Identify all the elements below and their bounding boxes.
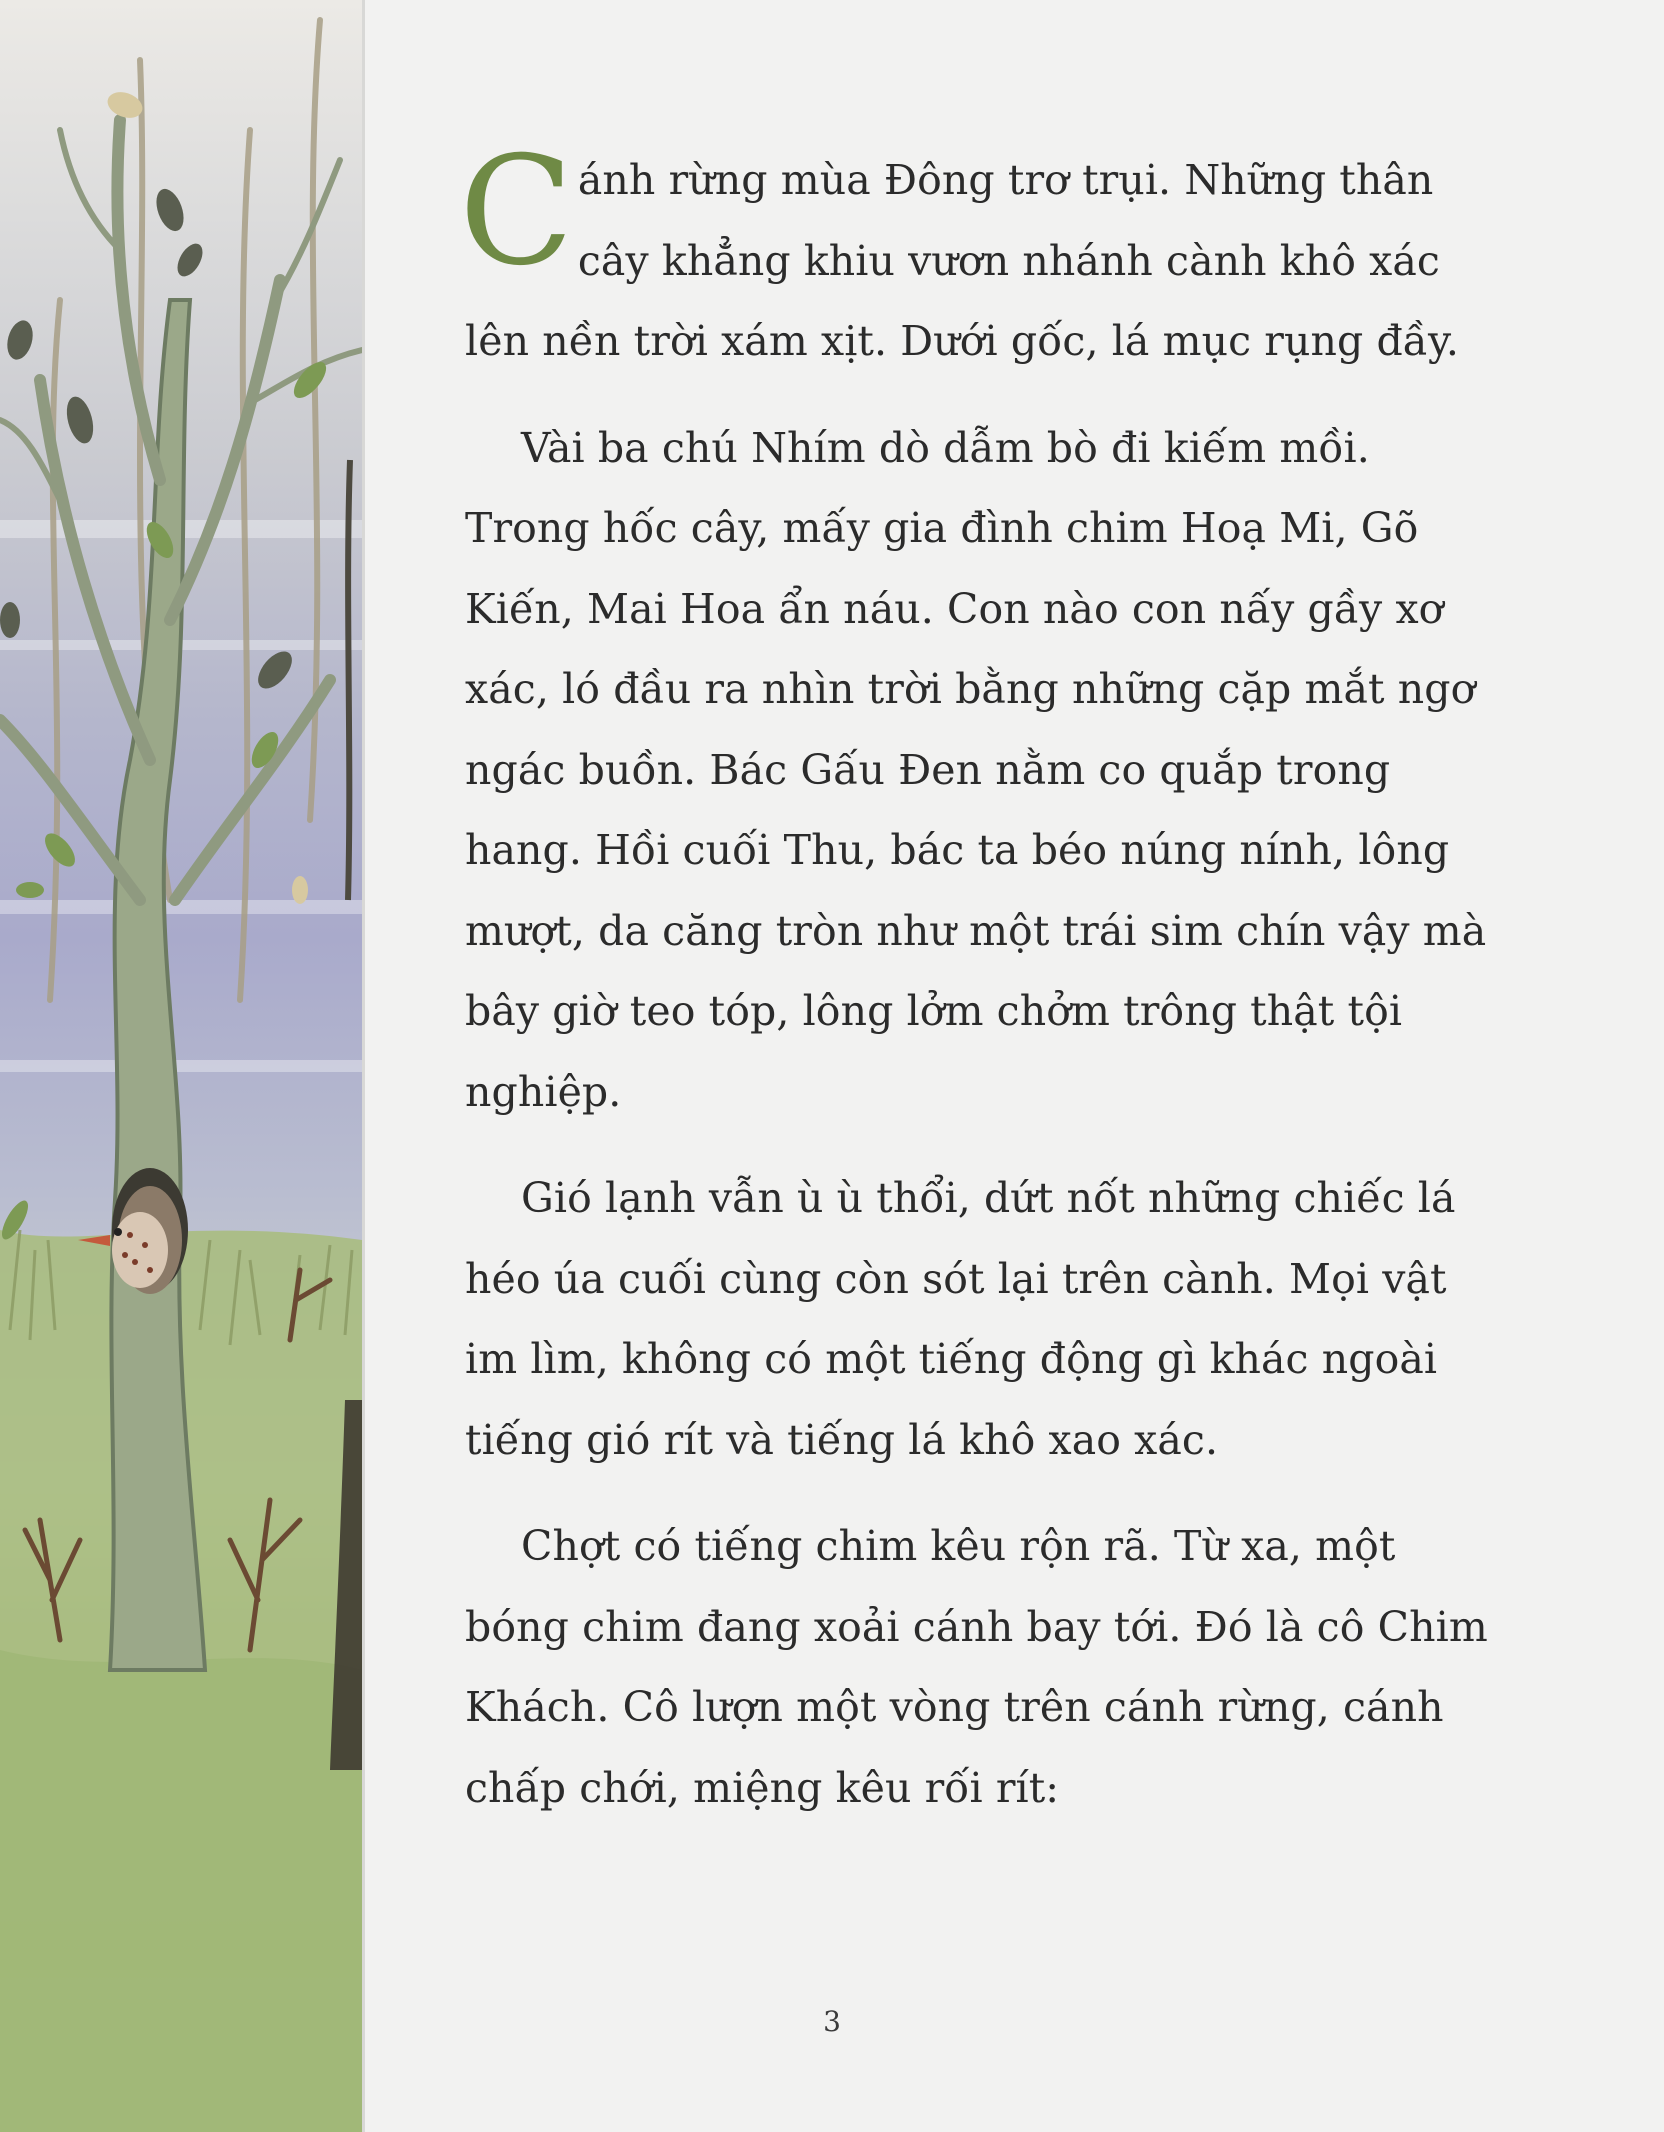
- page-edge: [362, 0, 365, 2132]
- illustration-panel: [0, 0, 362, 2132]
- paragraph-3: Gió lạnh vẫn ù ù thổi, dứt nốt những chiếc lá héo úa cuối cùng còn sót lại trên cành. Mọi vật im lìm, không có một tiếng động gì khác ngoài tiếng gió rít và tiếng lá khô xao xác.: [465, 1174, 1456, 1464]
- paragraph-1: [459, 125, 1505, 382]
- paragraph-4: Chợt có tiếng chim kêu rộn rã. Từ xa, một bóng chim đang xoải cánh bay tới. Đó là cô Chim Khách. Cô lượn một vòng trên cánh rừng, cánh chấp chới, miệng kêu rối rít:: [465, 1522, 1488, 1812]
- winter-forest-illustration: [0, 0, 362, 2132]
- drop-cap: C: [459, 125, 574, 299]
- paragraph-2: Vài ba chú Nhím dò dẫm bò đi kiếm mồi. Trong hốc cây, mấy gia đình chim Hoạ Mi, Gõ Kiến, Mai Hoa ẩn náu. Con nào con nấy gầy xơ xác, ló đầu ra nhìn trời bằng những cặp mắt ngơ ngác buồn. Bác Gấu Đen nằm co quắp trong hang. Hồi cuối Thu, bác ta béo núng nính, lông mượt, da căng tròn như một trái sim chín vậy mà bây giờ teo tóp, lông lởm chởm trông thật tội nghiệp.: [465, 423, 1487, 1116]
- story-text: [459, 125, 1505, 1854]
- paragraph-1-text: ánh rừng mùa Đông trơ trụi. Những thân cây khẳng khiu vươn nhánh cành khô xác lên nền trời xám xịt. Dưới gốc, lá mục rụng đầy.: [465, 156, 1459, 365]
- page-number: 3: [823, 2005, 841, 2038]
